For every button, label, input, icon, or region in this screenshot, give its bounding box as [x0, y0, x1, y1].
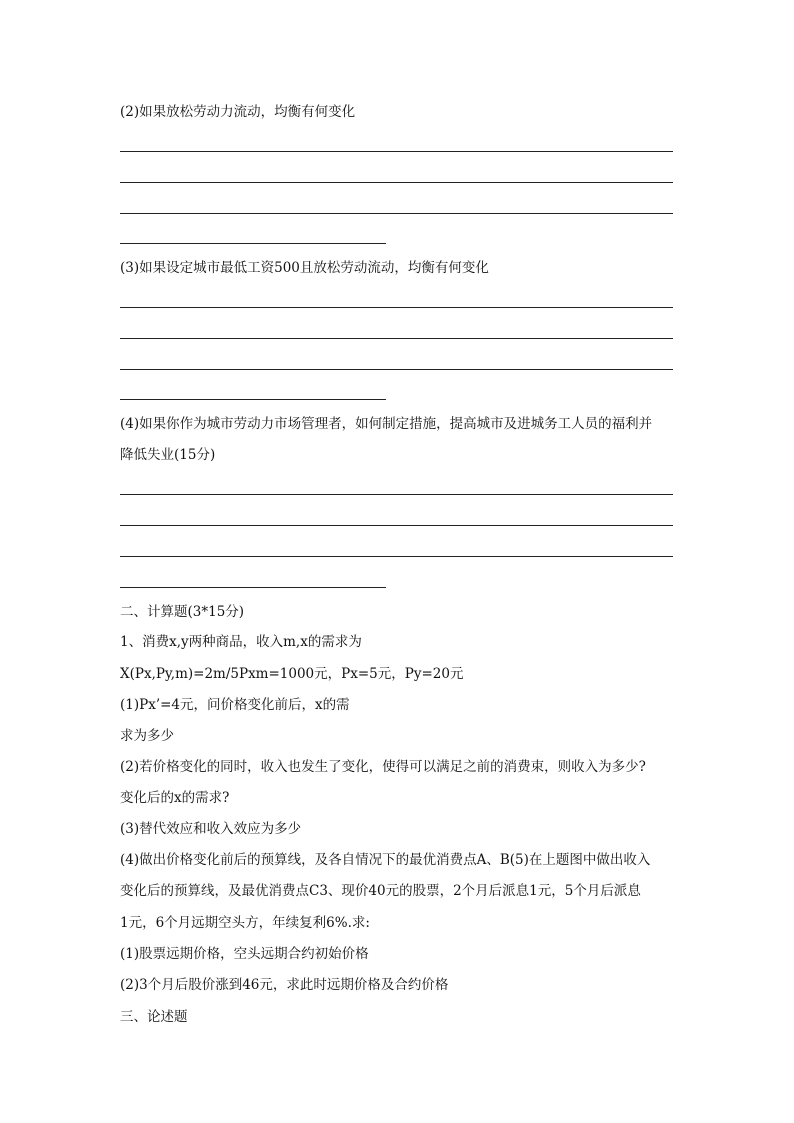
calc-line: X(Px,Py,m)=2m/5Pxm=1000元，Px=5元，Py=20元: [120, 666, 464, 682]
calc-line: 变化后的预算线，及最优消费点C3、现价40元的股票，2个月后派息1元，5个月后派息: [120, 883, 641, 899]
calc-line: (4)做出价格变化前后的预算线，及各自情况下的最优消费点A、B(5)在上题图中做出收入: [120, 852, 651, 868]
answer-line: [120, 494, 673, 495]
question-4-text-line2: 降低失业(15分): [120, 447, 216, 463]
answer-line: [120, 213, 673, 214]
answer-line-short: [120, 587, 386, 588]
answer-line: [120, 369, 673, 370]
answer-line: [120, 182, 673, 183]
calc-line: 求为多少: [120, 728, 174, 744]
answer-line-short: [120, 243, 386, 244]
calc-line: (3)替代效应和收入效应为多少: [120, 821, 302, 837]
calc-line: (1)Px’=4元，问价格变化前后，x的需: [120, 697, 350, 713]
question-4-text-line1: (4)如果你作为城市劳动力市场管理者，如何制定措施，提高城市及进城务工人员的福利并: [120, 416, 653, 432]
answer-line: [120, 525, 673, 526]
calc-line: 1、消费x,y两种商品，收入m,x的需求为: [120, 634, 362, 650]
answer-line: [120, 556, 673, 557]
answer-line-short: [120, 399, 386, 400]
section-heading-calc: 二、计算题(3*15分): [120, 604, 245, 620]
section-heading-essay: 三、论述题: [120, 1009, 188, 1025]
calc-line: (2)若价格变化的同时，收入也发生了变化，使得可以满足之前的消费束，则收入为多少?: [120, 759, 646, 775]
answer-line: [120, 338, 673, 339]
calc-line: (1)股票远期价格，空头远期合约初始价格: [120, 946, 369, 962]
calc-line: 变化后的x的需求?: [120, 790, 230, 806]
calc-line: (2)3个月后股价涨到46元，求此时远期价格及合约价格: [120, 977, 449, 993]
calc-line: 1元，6个月远期空头方，年续复利6%.求:: [120, 915, 370, 931]
answer-line: [120, 151, 673, 152]
question-2-text: (2)如果放松劳动力流动，均衡有何变化: [120, 104, 356, 120]
answer-line: [120, 307, 673, 308]
question-3-text: (3)如果设定城市最低工资500且放松劳动流动，均衡有何变化: [120, 260, 489, 276]
